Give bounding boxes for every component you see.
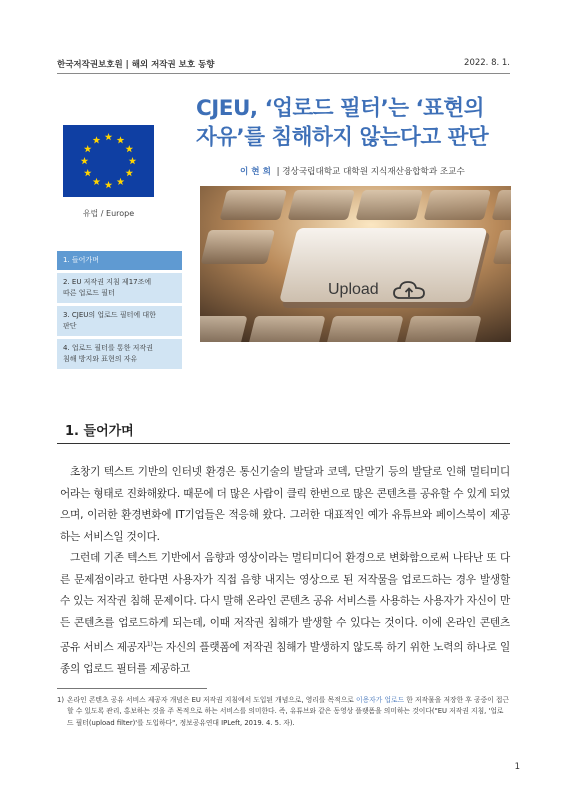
flag-star [84,145,92,152]
footnote-ref[interactable]: 1) [146,641,153,648]
flag-star [105,181,113,188]
flag-star [129,157,137,164]
section-divider [57,443,510,444]
toc-item-cjeu-judgment[interactable]: 3. CJEU의 업로드 필터에 대한 판단 [57,306,182,336]
article-title [196,94,526,152]
footnote [57,695,510,729]
region-label: 유럽 / Europe [82,209,135,218]
table-of-contents [57,251,182,372]
flag-star [125,169,133,176]
header-publisher: 한국저작권보호원 | 해외 저작권 보호 동향 [57,60,215,70]
header-date: 2022. 8. 1. [464,58,510,68]
flag-star [105,133,113,140]
section-heading: 1. 들어가며 [65,424,134,439]
article-body [60,462,510,681]
flag-star [93,178,101,185]
upload-key-label: Upload [328,281,379,298]
toc-item-eu-directive[interactable]: 2. EU 저작권 지침 제17조에 따른 업로드 필터 [57,273,182,303]
title-line-2: 자유’를 침해하지 않는다고 판단 [196,125,489,150]
flag-star [93,136,101,143]
author-name: 이 현 희 [240,167,271,177]
title-line-1: CJEU, ‘업로드 필터’는 ‘표현의 [196,96,484,121]
footnote-text: 온라인 콘텐츠 공유 서비스 제공자 개념은 EU 저작권 지침에서 도입된 개념으로, 영리를 목적으로 이용자가 업로드 한 저작물을 저장한 후 공중이 접근할 수 있도록 관리, 홍보하는 것을 주 목적으로 하는 서비스를 의미한다. 즉, 유튜브와 같은 동영상 플랫폼을 의미하는 것이다("EU 저작권 지침, '업로드 필터(upload filter)'를 도입하다", 정보공유연대 IPLeft, 2019. 4. 5. 자). [67,696,510,727]
flag-star [125,145,133,152]
cloud-upload-icon [392,280,426,302]
toc-item-expression-freedom[interactable]: 4. 업로드 필터를 통한 저작권 침해 방지와 표현의 자유 [57,339,182,369]
footnote-highlight: 이용자가 업로드 [356,696,405,704]
footnote-divider [57,688,207,689]
author-affiliation: | 경상국립대학교 대학원 지식재산융합학과 조교수 [276,167,465,177]
flag-star [117,178,125,185]
flag-star [84,169,92,176]
footnote-number: 1) [57,696,64,704]
keyboard-upload-photo [200,186,511,342]
paragraph-1: 초창기 텍스트 기반의 인터넷 환경은 통신기술의 발달과 코덱, 단말기 등의 발달로 인해 멀티미디어라는 형태로 진화해왔다. 때문에 더 많은 사람이 클릭 한번으로 많은 콘텐츠를 공유할 수 있게 되었으며, 이러한 환경변화에 IT기업들은 적응해 왔다. 그러한 대표적인 예가 유튜브와 페이스북이 제공하는 서비스일 것이다. [60,466,510,543]
page-number: 1 [514,762,520,772]
page-header [57,58,510,70]
paragraph-2: 그런데 기존 텍스트 기반에서 음향과 영상이라는 멀티미디어 환경으로 변화함으로써 나타난 또 다른 문제점이라고 한다면 사용자가 직접 음향 내지는 영상으로 된 저작물을 업로드하는 경우 발생할 수 있는 저작권 침해 문제이다. 다시 말해 온라인 콘텐츠 공유 서비스를 사용하는 사용자가 자신이 만든 콘텐츠를 업로드하게 되는데, 이때 저작권 침해가 발생할 수 있다는 것이다. 이에 온라인 콘텐츠 공유 서비스 제공자$^{1)}$는 자신의 플랫폼에 저작권 침해가 발생하지 않도록 하기 위한 노력의 하나로 일종의 업로드 필터를 제공하고 [60,552,510,676]
author-line [240,165,515,177]
flag-star [117,136,125,143]
eu-flag-image [63,125,154,197]
eu-stars-icon [63,125,154,197]
toc-item-intro[interactable]: 1. 들어가며 [57,251,182,270]
header-divider [57,73,510,74]
flag-star [81,157,89,164]
